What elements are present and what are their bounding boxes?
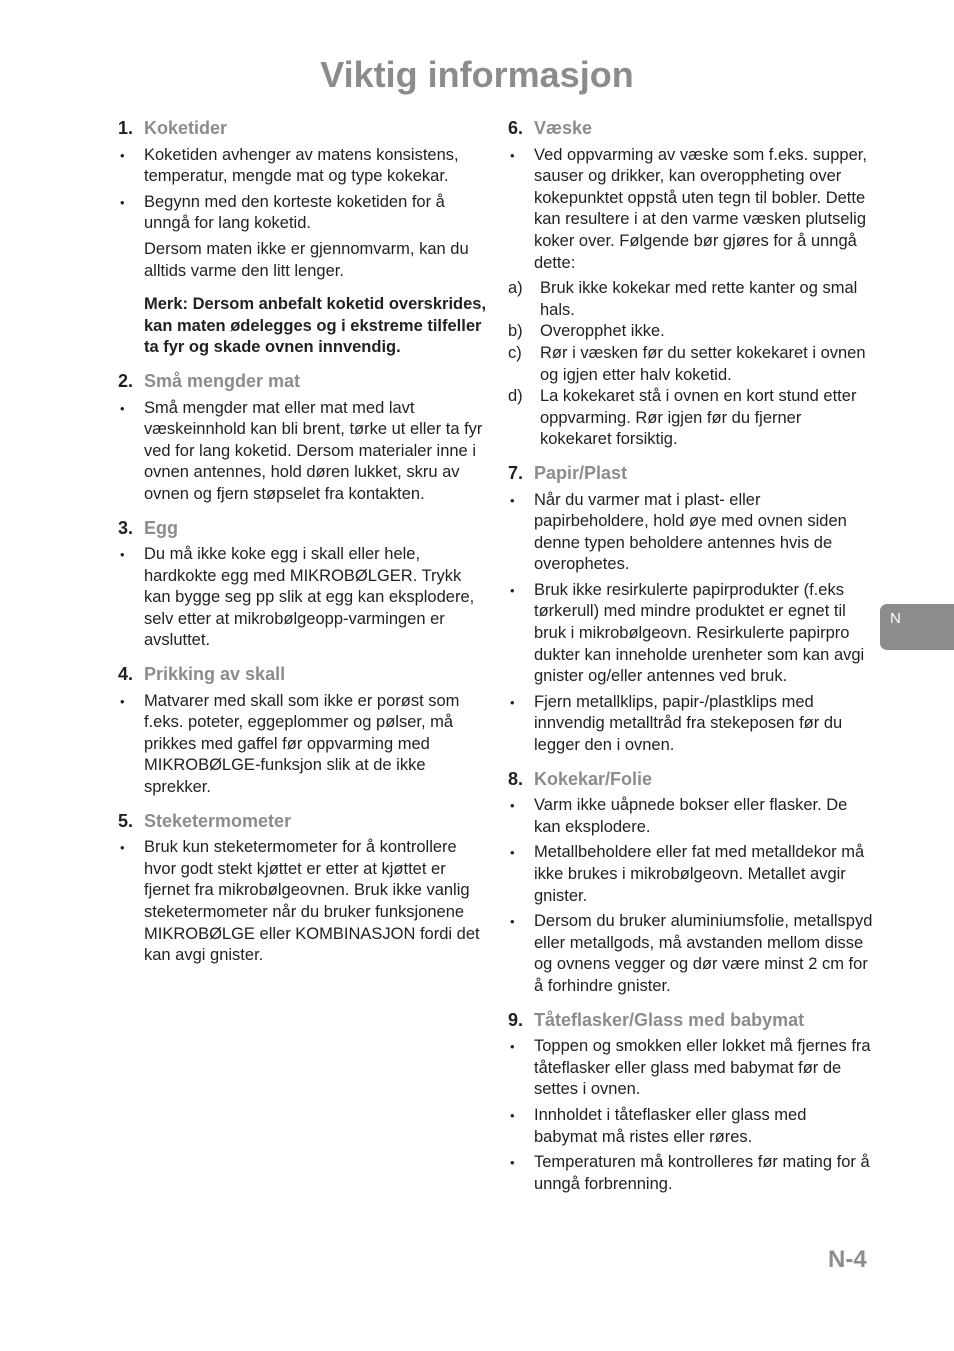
- warning-note: Merk: Dersom anbefalt koketid overskrides, kan maten ødelegges og i ekstreme tilfeller ta fyr og skade ovnen innvendig.: [144, 295, 487, 357]
- section-title: Prikking av skall: [144, 664, 286, 685]
- page-title: Viktig informasjon: [320, 54, 634, 95]
- section-papir-plast: [508, 463, 874, 757]
- section-number: 3.: [118, 517, 134, 538]
- section-steketermometer: [118, 811, 488, 967]
- item-text: Overopphet ikke.: [540, 322, 665, 341]
- bullet-item: • Dersom du bruker aluminiumsfolie, metallspyd eller metallgods, må avstanden mellom disse og ovnens vegger og dør være minst 2 cm for å forhindre gnister.: [508, 911, 874, 997]
- bullet-item: • Varm ikke uåpnede bokser eller flasker. De kan eksplodere.: [508, 795, 874, 838]
- bullet-item: • Når du varmer mat i plast- eller papirbeholdere, hold øye med ovnen siden denne typen beholdere antennes hvis de overophetes.: [508, 490, 874, 576]
- left-column: [118, 118, 488, 979]
- lettered-item: [508, 321, 874, 343]
- lettered-item: [508, 343, 874, 386]
- section-vaeske: [508, 118, 874, 451]
- bullet-item: • Bruk kun steketermometer for å kontrollere hvor godt stekt kjøttet er etter at kjøttet er fjernet fra mikrobølgeovnen. Bruk ikke vanlig steketermometer når du bruker funksjonene MIKROBØLGE eller KOMBINASJON fordi det kan avgi gnister.: [118, 837, 488, 967]
- section-number: 7.: [508, 462, 524, 483]
- bullet-item: • Innholdet i tåteflasker eller glass med babymat må ristes eller røres.: [508, 1105, 874, 1148]
- section-heading: [118, 118, 488, 140]
- bullet-item: • Koketiden avhenger av matens konsistens, temperatur, mengde mat og type kokekar.: [118, 145, 488, 188]
- item-text: Rør i væsken før du setter kokekaret i ovnen og igjen etter halv koketid.: [540, 343, 866, 384]
- section-koketider: [118, 118, 488, 359]
- item-letter: a): [508, 279, 523, 298]
- section-number: 2.: [118, 370, 134, 391]
- bullet-item: • Fjern metallklips, papir-/plastklips med innvendig metalltråd fra stekeposen før du legger den i ovnen.: [508, 692, 874, 757]
- section-number: 6.: [508, 118, 524, 138]
- section-heading: [508, 118, 874, 140]
- bullet-continuation: Dersom maten ikke er gjennomvarm, kan du alltids varme den litt lenger.: [144, 239, 469, 280]
- section-title: Papir/Plast: [534, 462, 628, 483]
- section-number: 5.: [118, 810, 134, 831]
- item-letter: c): [508, 343, 522, 362]
- section-heading: [118, 371, 488, 393]
- language-tab: [880, 604, 954, 650]
- section-title: Steketermometer: [144, 810, 292, 831]
- bullet-item: • Du må ikke koke egg i skall eller hele, hardkokte egg med MIKROBØLGER. Trykk kan bygge seg pp slik at egg kan eksplodere, selv etter at mikrobølgeopp-varmingen er avsluttet.: [118, 544, 488, 652]
- section-title: Koketider: [144, 118, 228, 138]
- section-number: 8.: [508, 768, 524, 789]
- lettered-item: [508, 278, 874, 321]
- section-number: 4.: [118, 664, 134, 685]
- section-egg: [118, 518, 488, 653]
- section-heading: [508, 769, 874, 791]
- section-heading: [118, 664, 488, 686]
- section-number: 1.: [118, 118, 134, 138]
- section-prikking-av-skall: [118, 664, 488, 799]
- section-tateflasker: [508, 1010, 874, 1196]
- section-kokekar-folie: [508, 769, 874, 998]
- section-number: 9.: [508, 1009, 524, 1030]
- bullet-item: • Metallbeholdere eller fat med metalldekor må ikke brukes i mikrobølgeovn. Metallet avgir gnister.: [508, 842, 874, 907]
- item-letter: d): [508, 387, 523, 406]
- section-heading: [508, 463, 874, 485]
- bullet-item: • Små mengder mat eller mat med lavt væskeinnhold kan bli brent, tørke ut eller ta fyr ved for lang koketid. Dersom materialer inne i ovnen antennes, hold døren lukket, skru av ovnen og fjern støpselet fra kontakten.: [118, 398, 488, 506]
- section-title: Små mengder mat: [144, 370, 301, 391]
- language-tab-label: N: [890, 610, 901, 627]
- section-sma-mengder-mat: [118, 371, 488, 506]
- item-letter: b): [508, 322, 523, 341]
- bullet-item: • Matvarer med skall som ikke er porøst som f.eks. poteter, eggeplommer og pølser, må prikkes med gaffel før oppvarming med MIKROBØLGE-funksjon slik at de ikke sprekker.: [118, 691, 488, 799]
- bullet-item: • Ved oppvarming av væske som f.eks. supper, sauser og drikker, kan overoppheting over kokepunktet oppstå uten tegn til bobler. Dette kan resultere i at den varme væsken plutselig koker over. Følgende bør gjøres for å unngå dette:: [508, 145, 874, 275]
- bullet-item: • Temperaturen må kontrolleres før mating for å unngå forbrenning.: [508, 1152, 874, 1195]
- bullet-item: • Bruk ikke resirkulerte papirprodukter (f.eks tørkerull) med mindre produktet er egnet til bruk i mikrobølgeovn. Resirkulerte papirpro dukter kan inneholde urenheter som kan avgi gnister og/eller antennes ved bruk.: [508, 580, 874, 688]
- section-heading: [118, 811, 488, 833]
- section-title: Væske: [534, 118, 593, 138]
- bullet-item: • Toppen og smokken eller lokket må fjernes fra tåteflasker eller glass med babymat før de settes i ovnen.: [508, 1036, 874, 1101]
- section-title: Egg: [144, 517, 178, 538]
- section-heading: [118, 518, 488, 540]
- page-number: N-4: [828, 1246, 867, 1273]
- section-title: Tåteflasker/Glass med babymat: [534, 1009, 805, 1030]
- item-text: La kokekaret stå i ovnen en kort stund etter oppvarming. Rør igjen før du fjerner kokekaret forsiktig.: [540, 387, 857, 449]
- bullet-item: • Begynn med den korteste koketiden for å unngå for lang koketid.: [118, 192, 488, 235]
- right-column: [508, 118, 874, 1207]
- lettered-item: [508, 386, 874, 451]
- section-heading: [508, 1010, 874, 1032]
- section-title: Kokekar/Folie: [534, 768, 653, 789]
- item-text: Bruk ikke kokekar med rette kanter og smal hals.: [540, 279, 858, 319]
